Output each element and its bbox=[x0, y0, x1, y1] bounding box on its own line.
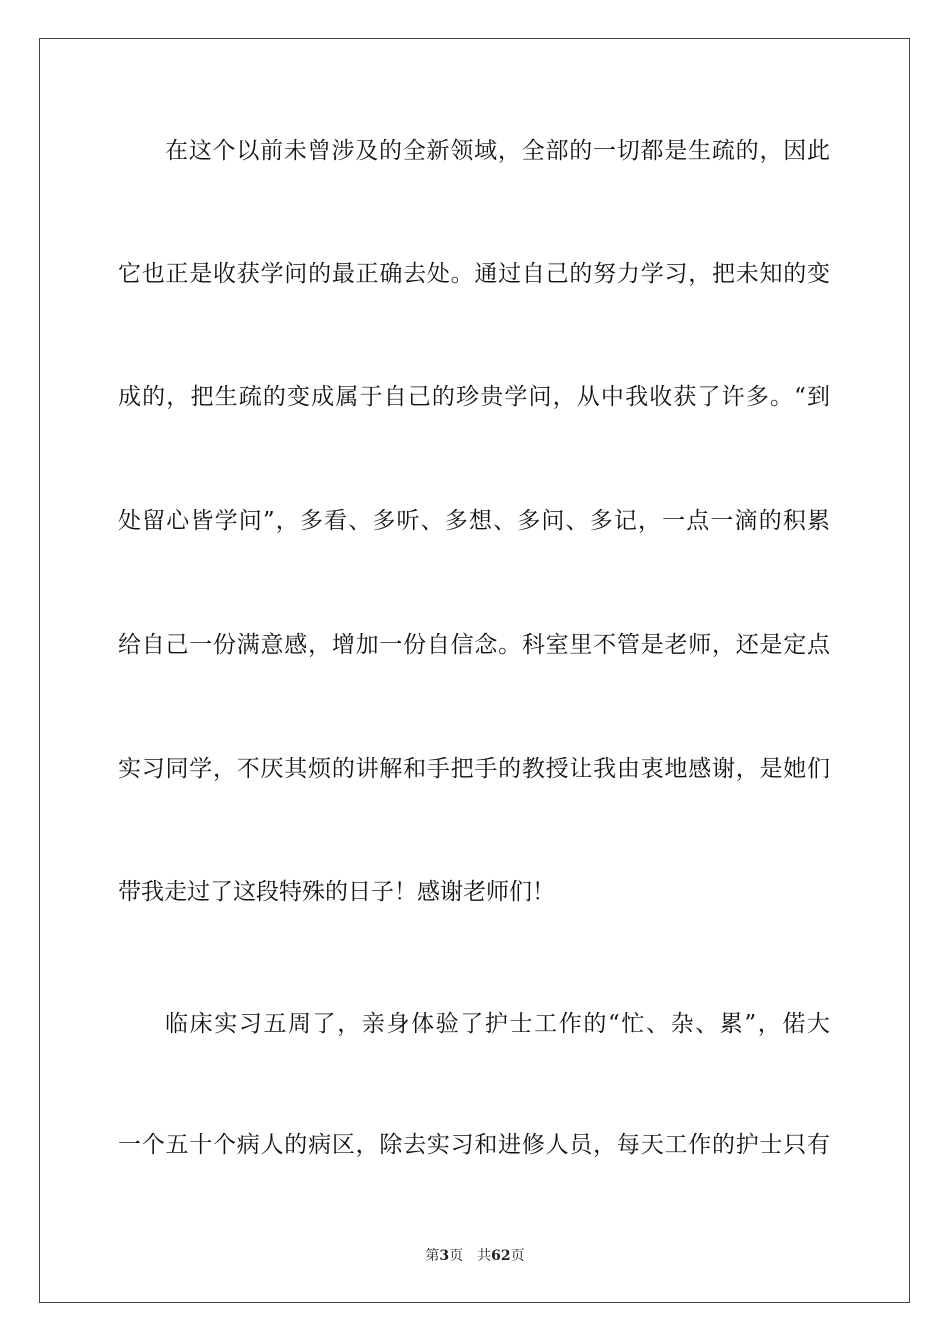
current-page-number: 3 bbox=[439, 1248, 450, 1264]
page-footer bbox=[0, 1246, 950, 1266]
total-prefix: 共 bbox=[477, 1248, 492, 1264]
paragraph-2-line-2: 一个五十个病人的病区，除去实习和进修人员，每天工作的护士只有 bbox=[118, 1132, 830, 1158]
paragraph-1-line-3: 成的，把生疏的变成属于自己的珍贵学问，从中我收获了许多。“到 bbox=[118, 384, 830, 410]
paragraph-1-line-1: 在这个以前未曾涉及的全新领域，全部的一切都是生疏的，因此 bbox=[165, 138, 830, 164]
paragraph-1-line-5: 给自己一份满意感，增加一份自信念。科室里不管是老师，还是定点 bbox=[118, 632, 830, 658]
paragraph-1-line-2: 它也正是收获学问的最正确去处。通过自己的努力学习，把未知的变 bbox=[118, 261, 830, 287]
total-page-count: 62 bbox=[491, 1248, 511, 1264]
paragraph-2-line-1: 临床实习五周了，亲身体验了护士工作的“忙、杂、累”，偌大 bbox=[165, 1011, 830, 1037]
page-prefix: 第 bbox=[425, 1248, 440, 1264]
page-suffix: 页 bbox=[449, 1248, 464, 1264]
paragraph-1-line-4: 处留心皆学问”，多看、多听、多想、多问、多记，一点一滴的积累 bbox=[118, 508, 830, 534]
page-border bbox=[39, 38, 910, 1303]
total-suffix: 页 bbox=[510, 1248, 525, 1264]
paragraph-1-line-6: 实习同学，不厌其烦的讲解和手把手的教授让我由衷地感谢，是她们 bbox=[118, 756, 830, 782]
paragraph-1-line-7: 带我走过了这段特殊的日子！感谢老师们！ bbox=[118, 879, 555, 905]
